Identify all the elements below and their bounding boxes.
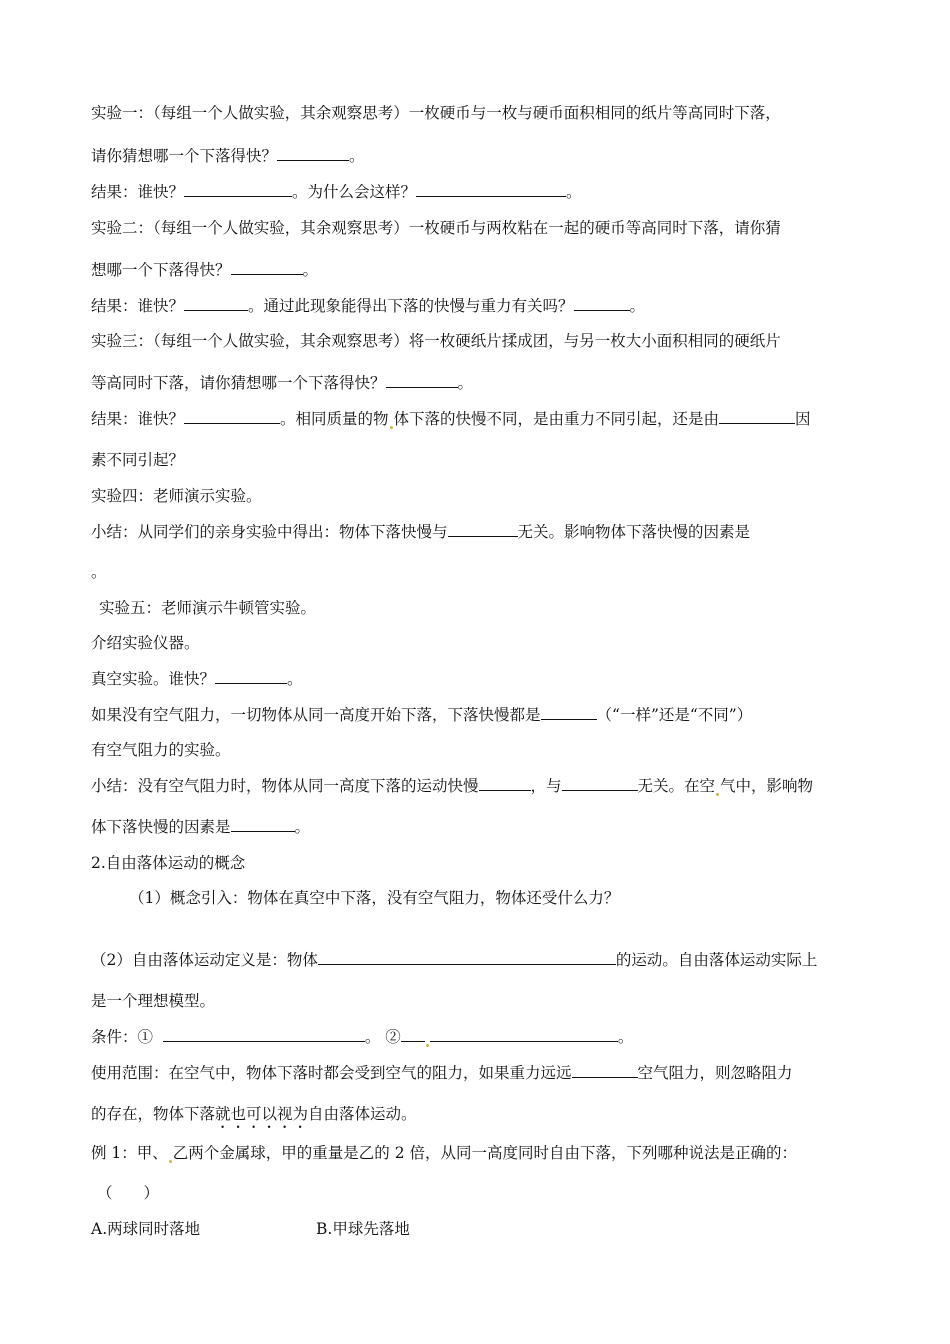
definition-line: （2）自由落体运动定义是：物体 的运动。自由落体运动实际上 [91, 951, 818, 969]
answer-blank[interactable] [574, 296, 630, 311]
section-heading: 2.自由落体运动的概念 [91, 854, 246, 872]
conditions-line: 条件：① 。 ② 。 [91, 1028, 634, 1046]
example1-line: 例 1：甲、 乙两个金属球，甲的重量是乙的 2 倍，从同一高度同时自由下落，下列哪种说法是正确的： [91, 1144, 798, 1162]
mark-dot [169, 1160, 172, 1163]
result3-line2: 素不同引起？ [91, 451, 185, 469]
answer-blank[interactable] [541, 705, 597, 720]
summary1-line: 小结：从同学们的亲身实验中得出：物体下落快慢与 无关。影响物体下落快慢的因素是 [91, 523, 751, 541]
result3-line: 结果：谁快？ 。相同质量的物 体下落的快慢不同，是由重力不同引起，还是由 因 [91, 410, 811, 428]
answer-blank[interactable] [184, 182, 292, 197]
answer-blank[interactable] [401, 1027, 425, 1042]
answer-blank[interactable] [231, 817, 295, 832]
answer-blank[interactable] [416, 182, 566, 197]
concept-intro-line: （1）概念引入：物体在真空中下落，没有空气阻力，物体还受什么力？ [129, 889, 620, 907]
answer-blank[interactable] [572, 1063, 638, 1078]
answer-blank[interactable] [479, 776, 531, 791]
summary2-line: 小结：没有空气阻力时，物体从同一高度下落的运动快慢 ，与 无关。在空 气中，影响物 [91, 777, 814, 795]
result1-line: 结果：谁快？ 。为什么会这样？ 。 [91, 183, 582, 201]
vacuum-line: 真空实验。谁快？ 。 [91, 670, 303, 688]
answer-blank[interactable] [430, 1027, 618, 1042]
summary1-line2: 。 [91, 563, 107, 581]
summary2-line2: 体下落快慢的因素是 。 [91, 818, 311, 836]
answer-blank[interactable] [318, 950, 616, 965]
answer-bracket: （ ） [97, 1184, 160, 1202]
experiment3-line2: 等高同时下落，请你猜想哪一个下落得快？ 。 [91, 374, 474, 392]
answer-blank[interactable] [562, 776, 638, 791]
mark-dot [390, 426, 393, 429]
air-resistance-line: 有空气阻力的实验。 [91, 741, 231, 759]
definition-line2: 是一个理想模型。 [91, 992, 216, 1010]
experiment5-line: 实验五：老师演示牛顿管实验。 [99, 599, 317, 617]
experiment4-line: 实验四：老师演示实验。 [91, 487, 262, 505]
mark-dot [426, 1044, 429, 1047]
answer-blank[interactable] [231, 260, 303, 275]
result2-line: 结果：谁快？ 。通过此现象能得出下落的快慢与重力有关吗？ 。 [91, 297, 646, 315]
experiment1-line1: 实验一：（每组一个人做实验，其余观察思考）一枚硬币与一枚与硬币面积相同的纸片等高同时下落， [91, 104, 781, 122]
no-air-line: 如果没有空气阻力，一切物体从同一高度开始下落，下落快慢都是 （“一样”还是“不同”） [91, 706, 753, 724]
option-a[interactable]: A.两球同时落地 [91, 1220, 201, 1238]
mark-dot [716, 793, 719, 796]
experiment1-line2: 请你猜想哪一个下落得快？ 。 [91, 147, 365, 165]
experiment2-line2: 想哪一个下落得快？ 。 [91, 261, 319, 279]
answer-blank[interactable] [163, 1027, 365, 1042]
answer-blank[interactable] [184, 296, 248, 311]
usage-line2: 的存在，物体下落就也可以视为自由落体运动。 [91, 1105, 417, 1123]
answer-blank[interactable] [386, 373, 458, 388]
instrument-line: 介绍实验仪器。 [91, 634, 200, 652]
usage-line: 使用范围：在空气中，物体下落时都会受到空气的阻力，如果重力远远 空气阻力，则忽略阻力 [91, 1064, 793, 1082]
answer-blank[interactable] [184, 409, 280, 424]
answer-blank[interactable] [277, 146, 349, 161]
answer-blank[interactable] [215, 669, 287, 684]
option-b[interactable]: B.甲球先落地 [316, 1220, 410, 1238]
answer-blank[interactable] [719, 409, 795, 424]
experiment2-line1: 实验二：（每组一个人做实验，其余观察思考）一枚硬币与两枚粘在一起的硬币等高同时下落，请你猜 [91, 219, 781, 237]
experiment3-line1: 实验三：（每组一个人做实验，其余观察思考）将一枚硬纸片揉成团，与另一枚大小面积相同的硬纸片 [91, 332, 781, 350]
answer-blank[interactable] [448, 522, 518, 537]
